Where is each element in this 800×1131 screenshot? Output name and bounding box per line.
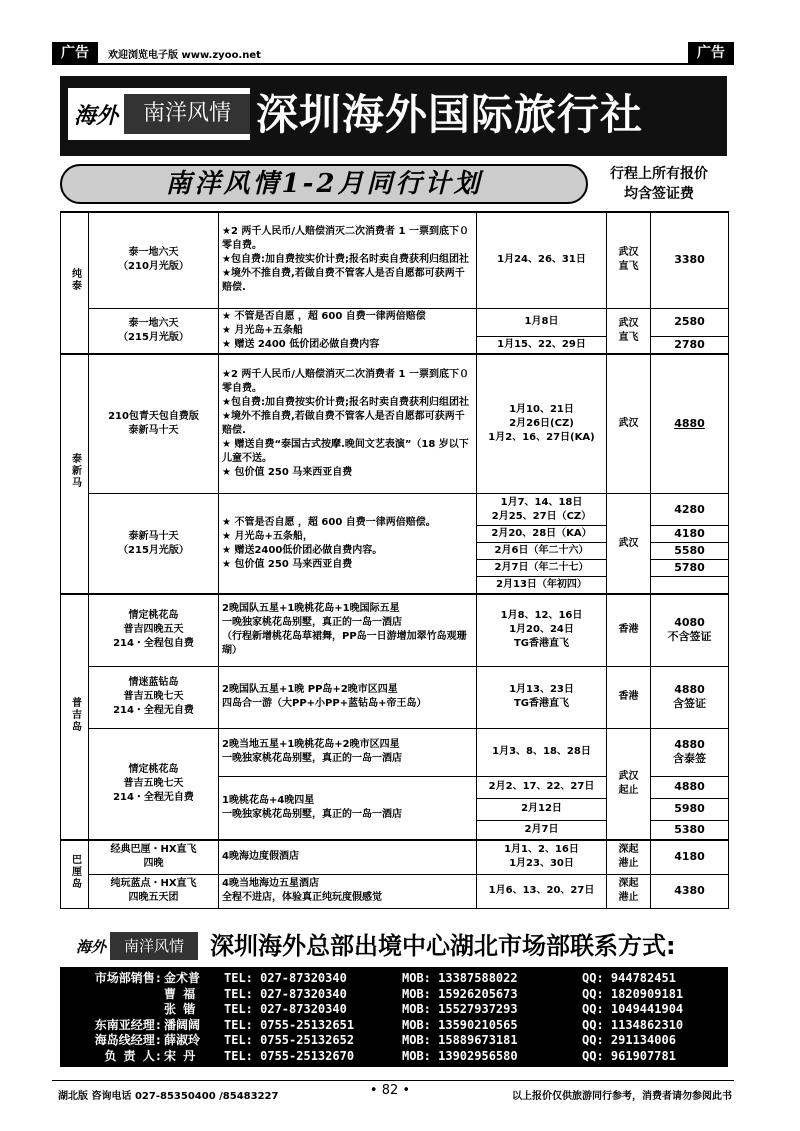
- itinerary-desc: 4晚当地海边五星酒店 全程不进店，体验真正纯玩度假感觉: [219, 874, 477, 908]
- table-row: [61, 728, 729, 776]
- contact-mob: MOB: 13590210565: [402, 1017, 518, 1032]
- contact-qq: QQ: 944782451: [582, 971, 676, 985]
- flight-info: 深起 港止: [607, 840, 651, 874]
- product-name: 情定桃花岛 普吉四晚五天 214・全程包自费: [89, 594, 219, 666]
- flight-info: 武汉: [607, 354, 651, 494]
- logo-text-nanyang: 南洋风情: [124, 94, 250, 134]
- contact-title: 深圳海外总部出境中心湖北市场部联系方式:: [210, 932, 676, 960]
- price: 3380: [651, 212, 729, 308]
- itinerary-desc: 2晚当地五星+1晚桃花岛+2晚市区四星 一晚独家桃花岛别墅，真正的一岛一酒店: [219, 728, 477, 776]
- departure-date: 2月13日（年初四）: [477, 577, 607, 595]
- contact-name: 曹 福: [164, 986, 196, 1001]
- itinerary-desc: 2晚国队五星+1晚桃花岛+1晚国际五星 一晚独家桃花岛别墅，真正的一岛一酒店 （行程新增桃花岛草裙舞，PP岛一日游增加翠竹岛观珊瑚）: [219, 594, 477, 666]
- brand-logo-small: [72, 930, 198, 962]
- contact-role: 负 责 人:: [104, 1048, 162, 1063]
- departure-date: 1月1、2、16日 1月23、30日: [477, 840, 607, 874]
- departure-date: 1月6、13、20、27日: [477, 874, 607, 908]
- footer-disclaimer: 以上报价仅供旅游同行参考，消费者请勿参阅此书: [512, 1091, 732, 1102]
- logo-text-haiwai: 海外: [72, 936, 110, 957]
- page-number: • 82 •: [369, 1083, 411, 1098]
- price: [651, 577, 729, 595]
- visa-note-line1: 行程上所有报价: [610, 166, 708, 182]
- contact-tel: TEL: 0755-25132651: [224, 1017, 355, 1032]
- region-thai: 纯泰: [61, 212, 89, 354]
- contact-row: [66, 987, 722, 1003]
- footer-edition-phone: 湖北版 咨询电话 027-85350400 /85483227: [58, 1091, 279, 1102]
- contact-role: 东南亚经理:: [94, 1017, 162, 1032]
- departure-date: 1月24、26、31日: [477, 212, 607, 308]
- departure-date: 2月12日: [477, 798, 607, 820]
- top-divider: [52, 63, 734, 65]
- contact-role: [66, 1002, 162, 1018]
- price: 2780: [651, 336, 729, 354]
- price: 4180: [651, 840, 729, 874]
- price: 5780: [651, 560, 729, 577]
- itinerary-desc: ★ 不管是否自愿 ，超 600 自费一律两倍赔偿。 ★ 月光岛+五条船， ★ 赠送2400低价团必做自费内容。 ★ 包价值 250 马来西亚自费: [219, 494, 477, 595]
- brand-logo: [68, 88, 250, 140]
- contact-tel: TEL: 027-87320340: [224, 986, 347, 1001]
- contact-row: [66, 1033, 722, 1049]
- itinerary-desc: 1晚桃花岛+4晚四星 一晚独家桃花岛别墅，真正的一岛一酒店: [219, 776, 477, 840]
- flight-info: 武汉 直飞: [607, 308, 651, 354]
- product-name: 泰新马十天 （215月光版）: [89, 494, 219, 595]
- contact-qq: QQ: 291134006: [582, 1033, 676, 1047]
- price: 5580: [651, 543, 729, 560]
- region-tsm: 泰新马: [61, 354, 89, 595]
- contact-qq: QQ: 1049441904: [582, 1002, 684, 1016]
- price: 4880: [651, 776, 729, 798]
- departure-date: 1月3、8、18、28日: [477, 728, 607, 776]
- itinerary-desc: ★2 两千人民币/人赔偿消灭二次消费者 1 一票到底下０ 零自费。 ★包自费:加自费按实价计费;报名时卖自费获利归组团社 ★境外不推自费,若做自费不管客人是否自愿都可获两千赔偿.: [219, 212, 477, 308]
- contact-role: [66, 987, 162, 1003]
- departure-date: 2月2、17、22、27日: [477, 776, 607, 798]
- contact-name: 宋 丹: [164, 1048, 196, 1063]
- itinerary-desc: 2晚国队五星+1晚 PP岛+2晚市区四星 四岛合一游（大PP+小PP+蓝钻岛+帝王岛）: [219, 666, 477, 728]
- price: 4080 不含签证: [651, 594, 729, 666]
- ad-label-left: 广告: [52, 42, 98, 64]
- bottom-divider: [52, 1080, 734, 1081]
- price: 4880: [651, 354, 729, 494]
- departure-date: 1月8、12、16日 1月20、24日 TG香港直飞: [477, 594, 607, 666]
- departure-date: 2月20、28日（KA）: [477, 526, 607, 543]
- logo-text-nanyang: 南洋风情: [110, 932, 198, 960]
- product-name: 纯玩蓝点・HX直飞 四晚五天团: [89, 874, 219, 908]
- departure-date: 2月6日（年二十六）: [477, 543, 607, 560]
- departure-date: 1月10、21日 2月26日(CZ) 1月2、16、27日(KA): [477, 354, 607, 494]
- contact-mob: MOB: 15926205673: [402, 986, 518, 1001]
- visa-note: [592, 164, 726, 204]
- product-name: 泰一地六天 （210月光版）: [89, 212, 219, 308]
- price: 5980: [651, 798, 729, 820]
- itinerary-desc: ★ 不管是否自愿 ，超 600 自费一律两倍赔偿 ★ 月光岛+五条船 ★ 赠送 2400 低价团必做自费内容: [219, 308, 477, 354]
- contact-mob: MOB: 15889673181: [402, 1033, 518, 1047]
- departure-date: 2月7日（年二十七）: [477, 560, 607, 577]
- contact-mob: MOB: 13387588022: [402, 971, 518, 985]
- contact-role: 市场部销售:: [94, 971, 162, 985]
- departure-date: 1月8日: [477, 308, 607, 336]
- table-row: [61, 494, 729, 526]
- table-row: [61, 594, 729, 666]
- itinerary-desc: ★2 两千人民币/人赔偿消灭二次消费者 1 一票到底下０ 零自费。 ★包自费:加自费按实价计费;报名时卖自费获利归组团社 ★境外不推自费,若做自费不管客人是否自愿都可获两千赔偿. ★ 赠送自费“泰国古式按摩.晚间文艺表演”（18 岁以下儿童不送。 ★ 包价值 250 马来西亚自费: [219, 354, 477, 494]
- contact-qq: QQ: 1134862310: [582, 1017, 684, 1032]
- price: 4380: [651, 874, 729, 908]
- flight-info: 武汉 起止: [607, 728, 651, 840]
- contact-row: [66, 1049, 722, 1065]
- contact-mob: MOB: 15527937293: [402, 1002, 518, 1016]
- contact-row: [66, 971, 722, 987]
- visa-note-line2: 均含签证费: [624, 186, 694, 202]
- flight-info: 深起 港止: [607, 874, 651, 908]
- contact-name: 金术普: [164, 971, 201, 985]
- price: 4180: [651, 526, 729, 543]
- flight-info: 香港: [607, 594, 651, 666]
- price: 2580: [651, 308, 729, 336]
- departure-date: 1月13、23日 TG香港直飞: [477, 666, 607, 728]
- agency-title: 深圳海外国际旅行社: [256, 90, 644, 139]
- table-row: [61, 354, 729, 494]
- flight-info: 武汉: [607, 494, 651, 595]
- departure-date: 1月7、14、18日 2月25、27日（CZ）: [477, 494, 607, 526]
- contact-row: [66, 1002, 722, 1018]
- price: 4880 含签证: [651, 666, 729, 728]
- price: 5380: [651, 820, 729, 840]
- departure-date: 1月15、22、29日: [477, 336, 607, 354]
- plan-title: 南洋风情1-2月同行计划: [60, 164, 588, 204]
- contact-banner: [60, 928, 728, 964]
- product-name: 泰一地六天 （215月光版）: [89, 308, 219, 354]
- contact-qq: QQ: 1820909181: [582, 986, 684, 1001]
- contact-tel: TEL: 0755-25132670: [224, 1048, 355, 1063]
- region-bali: 巴厘岛: [61, 840, 89, 908]
- contact-tel: TEL: 027-87320340: [224, 971, 347, 985]
- contact-name: 张 锴: [164, 1002, 196, 1016]
- product-name: 情定桃花岛 普吉五晚七天 214・全程无自费: [89, 728, 219, 840]
- table-row: [61, 840, 729, 874]
- contact-name: 薛淑玲: [164, 1033, 201, 1047]
- table-row: [61, 212, 729, 308]
- product-name: 情迷蓝钻岛 普吉五晚七天 214・全程无自费: [89, 666, 219, 728]
- logo-text-haiwai: 海外: [68, 99, 124, 130]
- product-name: 210包青天包自费版 泰新马十天: [89, 354, 219, 494]
- departure-date: 2月7日: [477, 820, 607, 840]
- agency-banner: [60, 76, 727, 156]
- table-row: [61, 308, 729, 336]
- contact-role: 海岛线经理:: [94, 1033, 162, 1047]
- ad-label-right: 广告: [688, 42, 734, 64]
- flight-info: 武汉 直飞: [607, 212, 651, 308]
- flight-info: 香港: [607, 666, 651, 728]
- price: 4280: [651, 494, 729, 526]
- table-row: [61, 874, 729, 908]
- top-url[interactable]: 欢迎浏览电子版 www.zyoo.net: [108, 50, 261, 61]
- region-phuket: 普吉岛: [61, 594, 89, 840]
- contact-row: [66, 1018, 722, 1034]
- contact-tel: TEL: 027-87320340: [224, 1002, 347, 1016]
- itinerary-table: [60, 211, 729, 909]
- itinerary-desc: 4晚海边度假酒店: [219, 840, 477, 874]
- price: 4880 含泰签: [651, 728, 729, 776]
- table-row: [61, 666, 729, 728]
- contact-mob: MOB: 13902956580: [402, 1048, 518, 1063]
- product-name: 经典巴厘・HX直飞 四晚: [89, 840, 219, 874]
- contact-qq: QQ: 961907781: [582, 1048, 676, 1063]
- contact-name: 潘阔阔: [164, 1017, 201, 1032]
- contact-tel: TEL: 0755-25132652: [224, 1033, 355, 1047]
- contact-list: [60, 967, 728, 1067]
